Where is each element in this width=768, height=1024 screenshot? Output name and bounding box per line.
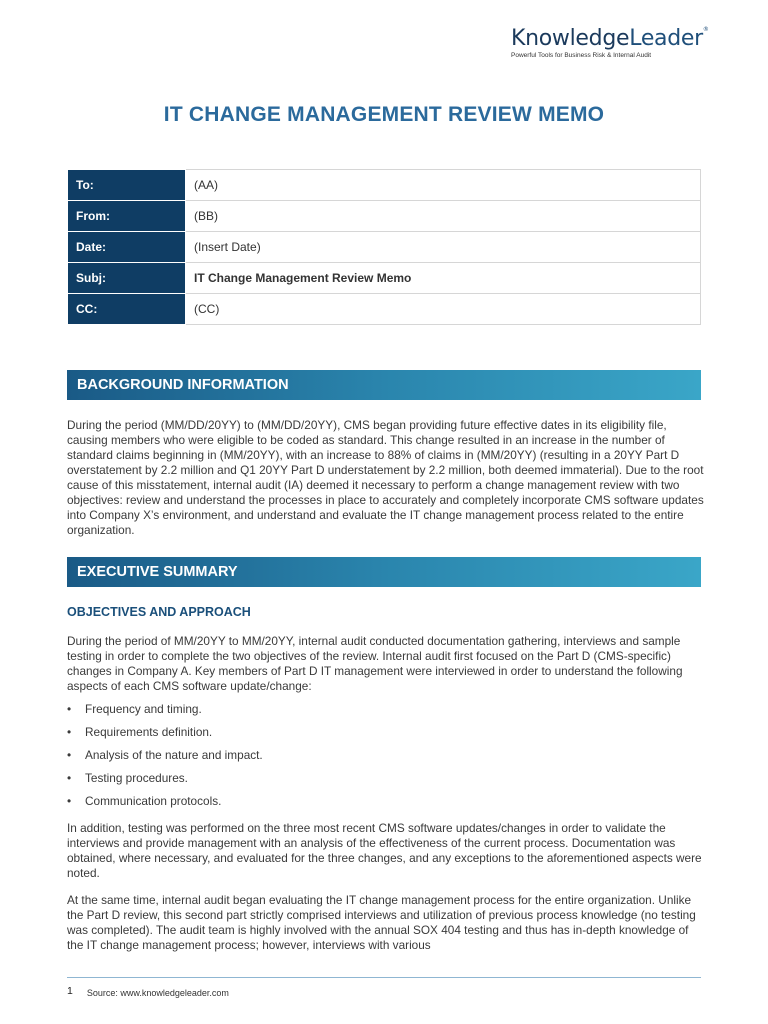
- memo-row-to: [68, 170, 701, 201]
- executive-paragraph-2: In addition, testing was performed on the three most recent CMS software updates/changes in order to validate the interviews and provide management with an analysis of the effectiveness of the current process. Documentation was obtained, where necessary, and evaluated for the three changes, and any exceptions to the aforementioned aspects were noted.: [67, 821, 702, 880]
- bullet-icon: •: [67, 748, 72, 762]
- list-item: [67, 793, 263, 816]
- bullet-icon: •: [67, 771, 72, 785]
- list-item: [67, 747, 263, 770]
- memo-value-cc: (CC): [186, 294, 701, 325]
- footer-divider: [67, 977, 701, 978]
- document-title: IT CHANGE MANAGEMENT REVIEW MEMO: [163, 103, 605, 126]
- memo-header-table: [67, 169, 701, 325]
- logo-name-part2: Leader: [629, 26, 703, 51]
- memo-row-date: [68, 232, 701, 263]
- section-heading-background: BACKGROUND INFORMATION: [67, 370, 701, 400]
- memo-row-subject: [68, 263, 701, 294]
- bullet-icon: •: [67, 794, 72, 808]
- memo-label-cc: CC:: [68, 294, 186, 325]
- background-paragraph: During the period (MM/DD/20YY) to (MM/DD/20YY), CMS began providing future effective dates in its eligibility file, causing members who were eligible to be coded as standard. This change resulted in an increase in the number of standard claims beginning in (MM/20YY), with an increase to 88% of claims in (MM/20YY) (resulting in a 20YY Part D overstatement by 2.2 million and Q1 20YY Part D understatement by 2.2 million, both deemed immaterial). Due to the root cause of this misstatement, internal audit (IA) deemed it necessary to perform a change management review with two objectives: review and understand the processes in place to accurately and completely incorporate CMS software updates into Company X’s environment, and understand and evaluate the IT change management process related to the entire organization.: [67, 418, 704, 537]
- list-item-text: Requirements definition.: [85, 725, 213, 739]
- logo-tagline: Powerful Tools for Business Risk & Internal Audit: [511, 52, 652, 59]
- memo-row-from: [68, 201, 701, 232]
- memo-value-date: (Insert Date): [186, 232, 701, 263]
- list-item-text: Testing procedures.: [85, 771, 188, 785]
- section-heading-executive-summary: EXECUTIVE SUMMARY: [67, 557, 701, 587]
- memo-label-subject: Subj:: [68, 263, 186, 294]
- memo-value-from: (BB): [186, 201, 701, 232]
- footnote-source: Source: www.knowledgeleader.com: [86, 988, 229, 998]
- memo-label-date: Date:: [68, 232, 186, 263]
- executive-paragraph-3: At the same time, internal audit began evaluating the IT change management process for the entire organization. Unlike the Part D review, this second part strictly comprised interviews and utilization of previous process knowledge (no testing was completed). The audit team is highly involved with the annual SOX 404 testing and thus has in-depth knowledge of the IT change management process; however, interviews with various: [67, 893, 696, 952]
- aspects-bullet-list: [67, 701, 263, 816]
- list-item-text: Communication protocols.: [85, 794, 222, 808]
- logo-wordmark: [511, 26, 709, 51]
- subheading-objectives: OBJECTIVES AND APPROACH: [67, 605, 251, 619]
- executive-paragraph-1: During the period of MM/20YY to MM/20YY, internal audit conducted documentation gathering, interviews and sample testing in order to complete the two objectives of the review. Internal audit first focused on the Part D (CMS-specific) changes in Company A. Key members of Part D IT management were interviewed in order to understand the following aspects of each CMS software update/change:: [67, 634, 683, 693]
- knowledgeleader-logo: [511, 26, 709, 59]
- footnote: [67, 987, 229, 999]
- list-item: [67, 724, 263, 747]
- list-item-text: Analysis of the nature and impact.: [85, 748, 263, 762]
- memo-label-to: To:: [68, 170, 186, 201]
- logo-name-part1: Knowledge: [511, 26, 630, 51]
- bullet-icon: •: [67, 702, 72, 716]
- memo-value-to: (AA): [186, 170, 701, 201]
- memo-label-from: From:: [68, 201, 186, 232]
- bullet-icon: •: [67, 725, 72, 739]
- memo-row-cc: [68, 294, 701, 325]
- list-item: [67, 701, 263, 724]
- list-item-text: Frequency and timing.: [85, 702, 202, 716]
- memo-value-subject: IT Change Management Review Memo: [186, 263, 701, 294]
- page-number: 1: [67, 985, 73, 997]
- list-item: [67, 770, 263, 793]
- logo-registered-mark: ®: [702, 26, 709, 33]
